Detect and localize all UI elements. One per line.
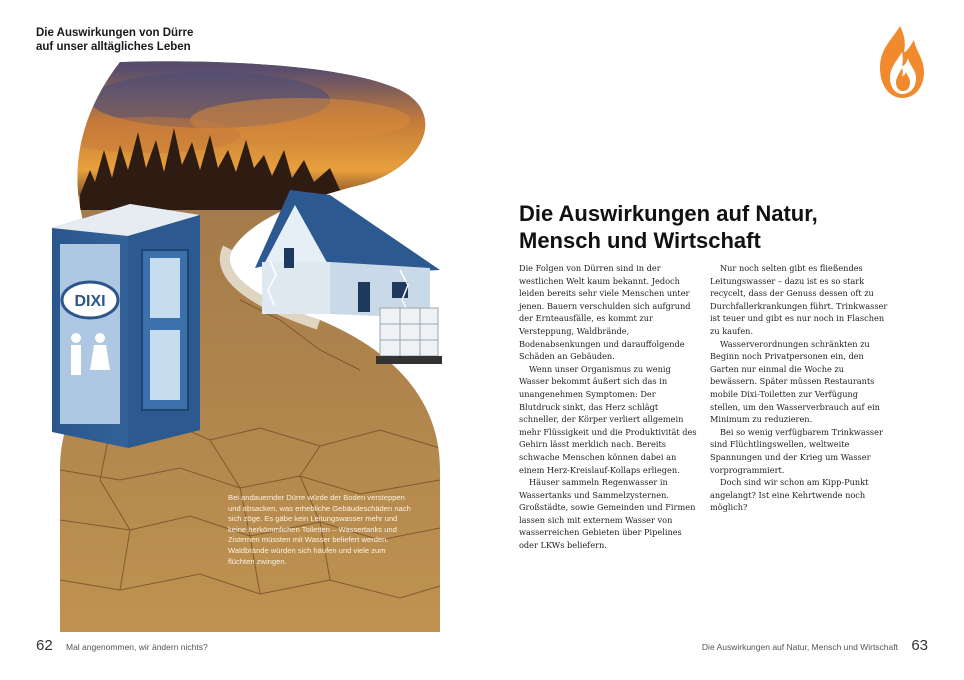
article-column-1: [519, 262, 699, 552]
running-footer-right: Die Auswirkungen auf Natur, Mensch und Wirtschaft: [701, 642, 898, 652]
cracked-house: [255, 190, 440, 318]
article-column-2: [710, 262, 890, 514]
paragraph: Häuser sammeln Regenwasser in Wassertanks und Sammelzysternen. Großstädte, sowie Gemeinden und Firmen lassen sich mit externem Wasser von wasserreichen Gebieten über Pipelines oder LKWs beliefern.: [519, 477, 696, 551]
paragraph: Wenn unser Organismus zu wenig Wasser bekommt äußert sich das in unangenehmen Symptomen: Der Blutdruck sinkt, das Herz schlägt schneller, der Körper verliert allgemein mehr Flüssigkeit und die Produktivität des Gehirn lässt merklich nach. Bereits schwache Menschen können dabei an einem Herz-Kreislauf-Kollaps erliegen.: [519, 363, 697, 475]
svg-text:DIXI: DIXI: [74, 293, 106, 310]
water-tank: [376, 308, 442, 364]
running-footer-left: Mal angenommen, wir ändern nichts?: [66, 642, 208, 652]
paragraph: Doch sind wir schon am Kipp-Punkt angelangt? Ist eine Kehrtwende noch möglich?: [710, 477, 869, 513]
article-headline: [519, 200, 818, 254]
flame-icon: [872, 22, 928, 102]
dixi-toilet: [52, 204, 200, 448]
page-number-right: 63: [911, 637, 928, 654]
headline-line-1: Die Auswirkungen auf Natur,: [519, 201, 818, 226]
paragraph: Bei so wenig verfügbarem Trinkwasser sind Flüchtlingswellen, weltweite Spannungen und der Krieg um Wasser vorprogrammiert.: [710, 426, 883, 475]
section-kicker: Die Auswirkungen von Dürre auf unser alltägliches Leben: [36, 27, 194, 53]
paragraph: Nur noch selten gibt es fließendes Leitungswasser – dazu ist es so stark recycelt, dass der Genuss dessen oft zu Durchfallerkrankungen führt. Trinkwasser ist teuer und gibt es nur noch in Flaschen zu kaufen.: [710, 263, 888, 336]
paragraph: Die Folgen von Dürren sind in der westlichen Welt kaum bekannt. Jedoch leiden bereits sehr viele Menschen unter jenen. Bauern verschulden sich aufgrund der Ernteausfälle, es kommt zur Versteppung, Waldbrände, Bodenabsenkungen und darauffolgende Schäden an Gebäuden.: [519, 263, 691, 362]
paragraph: Wasserverordnungen schränkten zu Beginn noch Privatpersonen ein, den Garten nur einmal die Woche zu bewässern. Später müssen Restaurants mobile Dixi-Toiletten zur Verfügung stellen, um den Wasserverbrauch auf ein Minimum zu reduzieren.: [710, 338, 880, 425]
headline-line-2: Mensch und Wirtschaft: [519, 228, 761, 253]
page-number-left: 62: [36, 637, 53, 654]
illustration-caption: Bei andauernder Dürre würde der Boden versteppen und absacken, was erhebliche Gebäudeschäden nach sich zöge. Es gäbe kein Leitungswasser mehr und keine herkömmlichen Toiletten – Wassertanks und Zisternen müssten mit Wasser beliefert werden. Waldbrände würden sich häufen und viele zum flüchten zwingen.: [228, 493, 411, 566]
